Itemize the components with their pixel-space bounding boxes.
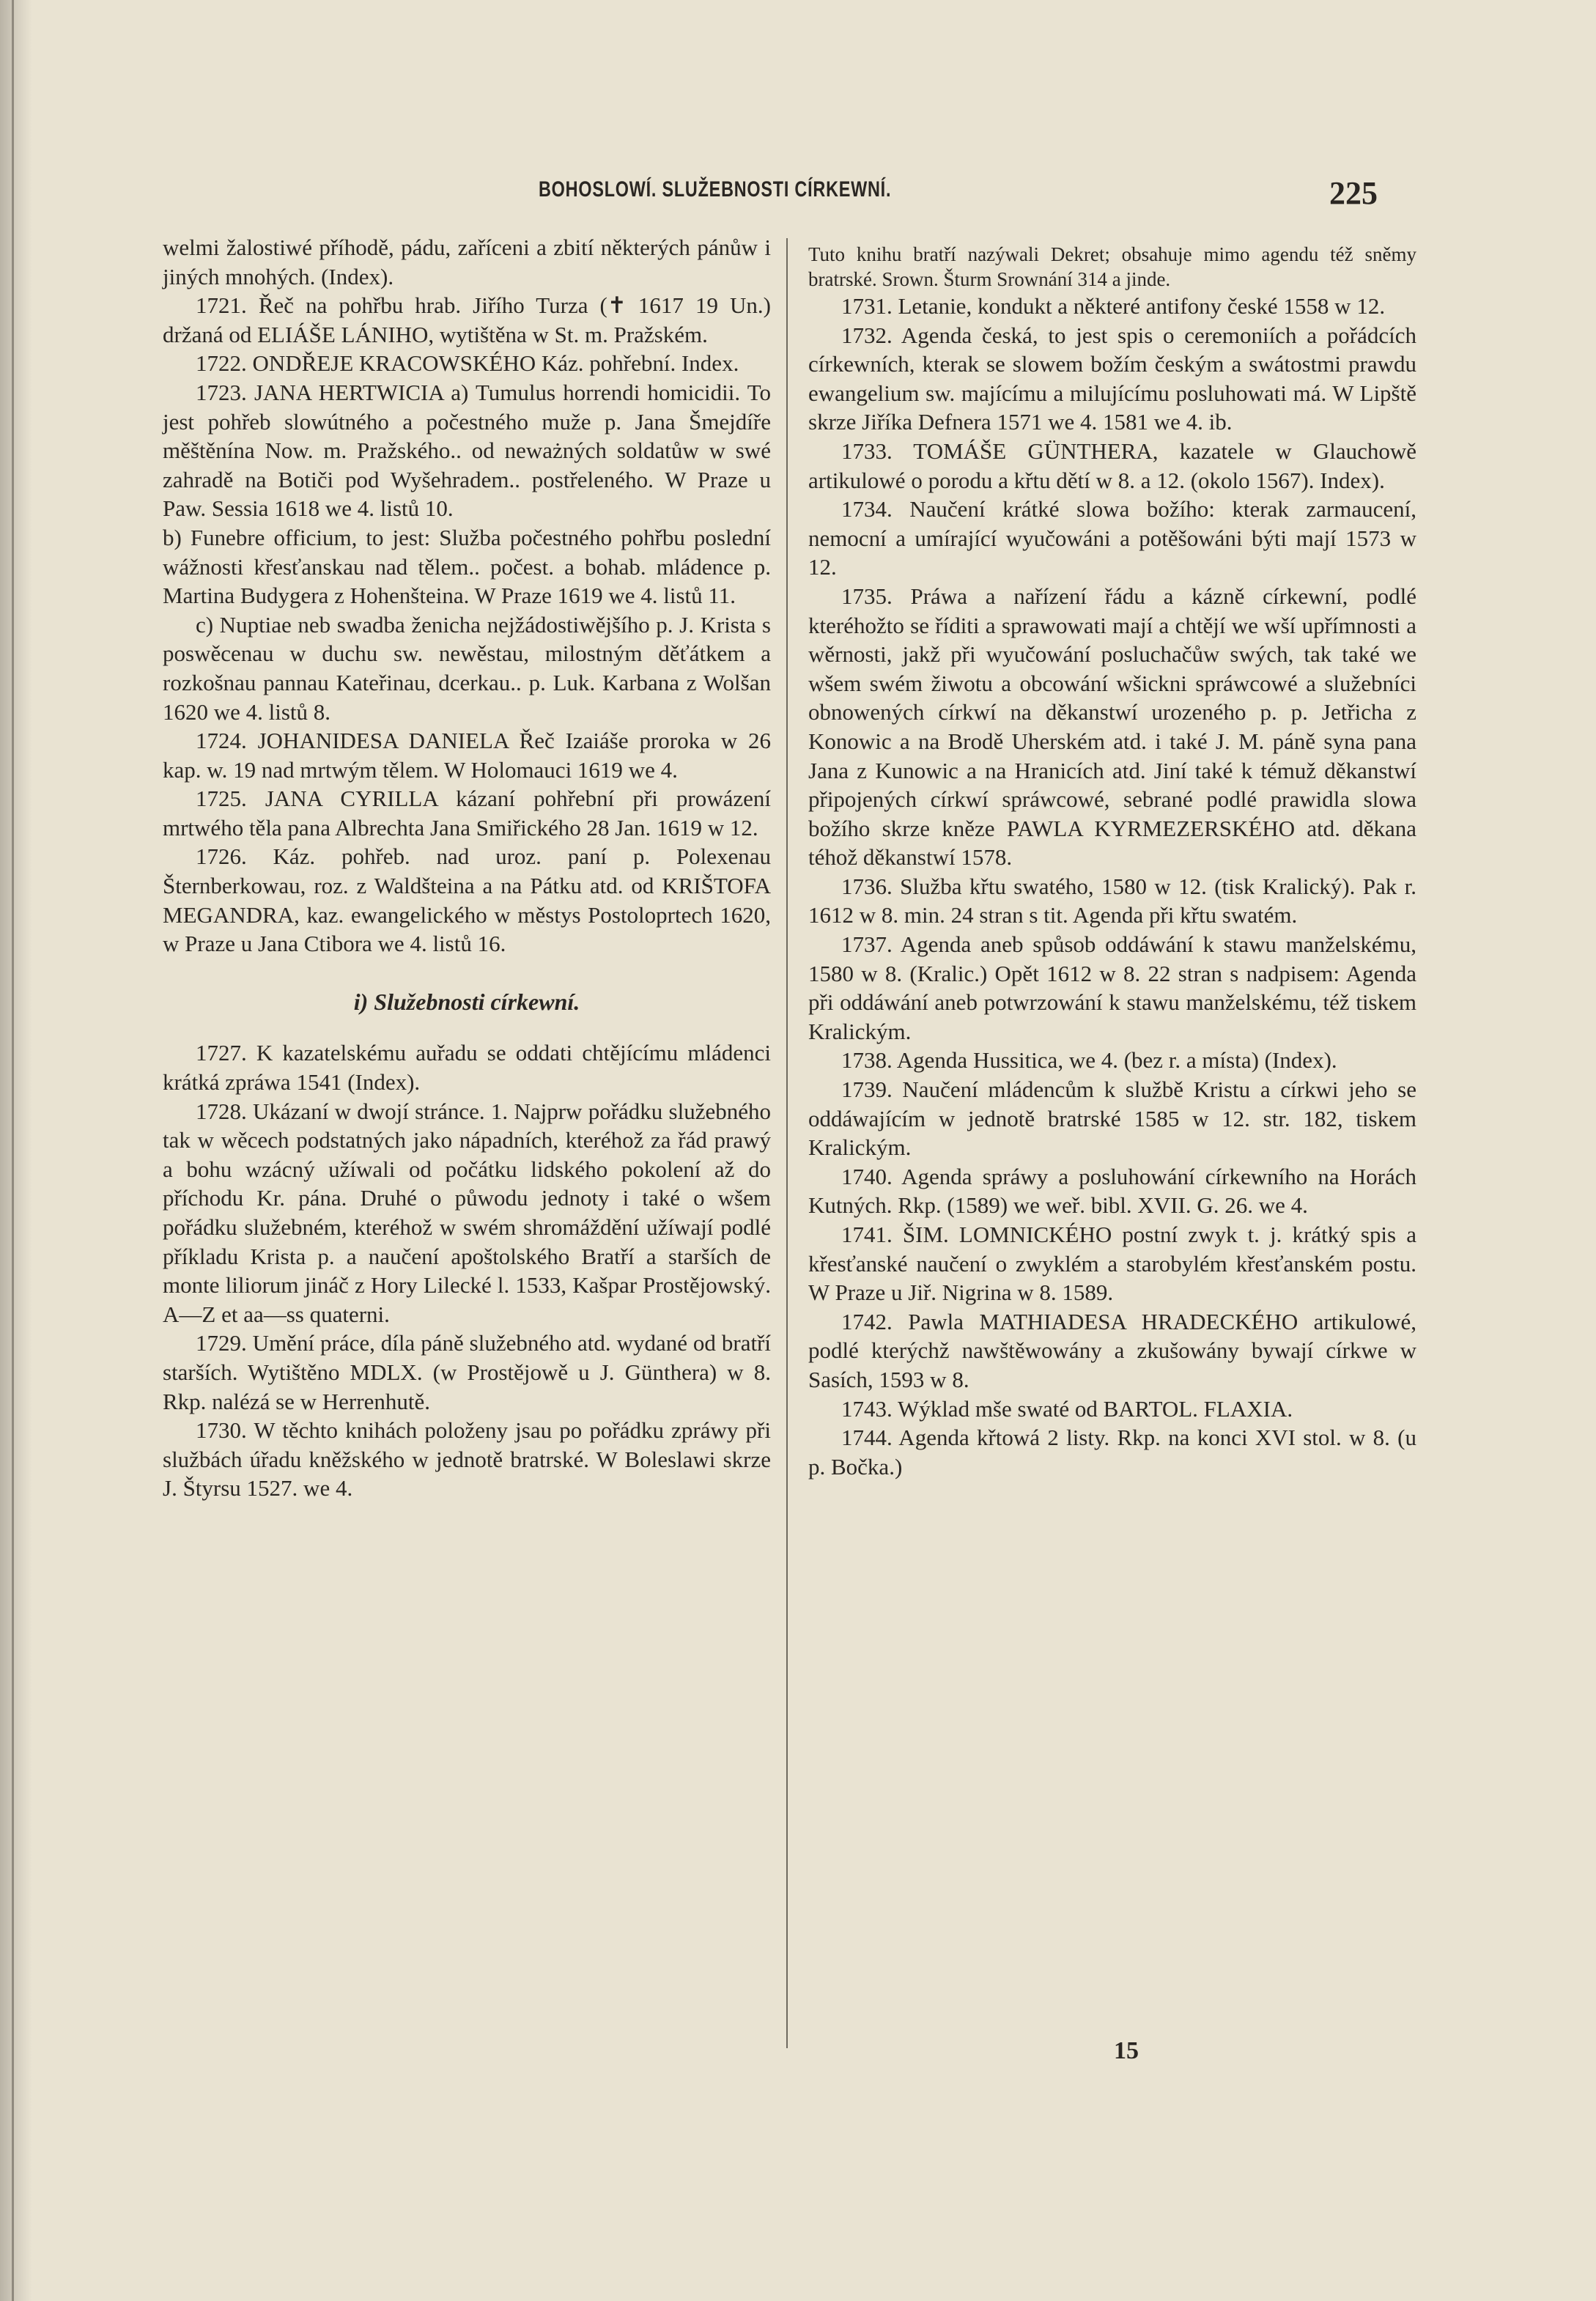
- entry-1723: 1723. JANA HERTWICIA a) Tumulus horrendi homicidii. To jest pohřeb slowútného a počestného muže p. Jana Šmejdíře měštěnína Now. m. Pražského.. od neważných soldatůw w swé zahradě na Botiči pod Wyšehradem.. postřeleného. W Praze u Paw. Sessia 1618 we 4. listů 10.: [163, 379, 771, 522]
- entry-1743: 1743. Wýklad mše swaté od BARTOL. FLAXIA.: [841, 1395, 1293, 1422]
- entry-1724: 1724. JOHANIDESA DANIELA Řeč Izaiáše proroka w 26 kap. w. 19 nad mrtwým tělem. W Holomauci 1619 we 4.: [163, 728, 771, 783]
- right-column: [808, 242, 1416, 1481]
- section-heading: i) Služebnosti církewní.: [353, 988, 580, 1015]
- entry-1733: 1733. TOMÁŠE GÜNTHERA, kazatele w Glauchowě artikulowé o porodu a křtu dětí w 8. a 12. (okolo 1567). Index).: [808, 437, 1416, 493]
- entry-1732: 1732. Agenda česká, to jest spis o ceremoniích a pořádcích církewních, kterak se slowem božím českým a swátostmi prawdu ewangelium sw. majícímu a milujícímu posluhowati má. W Lipště skrze Jiříka Defnera 1571 we 4. 1581 we 4. ib.: [808, 322, 1416, 435]
- entry-1741: 1741. ŠIM. LOMNICKÉHO postní zwyk t. j. krátký spis a křesťanské naučení o zwyklém a starobylém křesťanském postu. W Praze u Jiř. Nigrina w 8. 1589.: [808, 1222, 1416, 1306]
- entry-1731: 1731. Letanie, kondukt a některé antifony české 1558 w 12.: [841, 293, 1386, 319]
- entry-1727: 1727. K kazatelskému auřadu se oddati chtějícímu mládenci krátká zpráwa 1541 (Index).: [163, 1040, 771, 1096]
- entry-1722: 1722. ONDŘEJE KRACOWSKÉHO Káz. pohřební. Index.: [196, 350, 739, 377]
- entry-1737: 1737. Agenda aneb spůsob oddáwání k stawu manželskému, 1580 w 8. (Kralic.) Opět 1612 w 8. 22 stran s nadpisem: Agenda při oddáwání aneb potwrzowání k stawu manželskému, též tiskem Kralickým.: [808, 931, 1416, 1044]
- entry-1729: 1729. Umění práce, díla páně služebného atd. wydané od bratří starších. Wytištěno MDLX. (w Prostějowě u J. Günthera) w 8. Rkp. nalézá se w Herrenhutě.: [163, 1330, 771, 1414]
- entry-1725: 1725. JANA CYRILLA kázaní pohřební při prowázení mrtwého těla pana Albrechta Jana Smiřického 28 Jan. 1619 w 12.: [163, 786, 771, 841]
- entry-1730: 1730. W těchto knihách položeny jsau po pořádku zpráwy při službách úřadu kněžského w jednotě bratrské. W Boleslawi skrze J. Štyrsu 1527. we 4.: [163, 1417, 771, 1502]
- entry-1739: 1739. Naučení mládencům k službě Kristu a církwi jeho se oddáwajícím w jednotě bratrské 1585 w 12. str. 182, tiskem Kralickým.: [808, 1076, 1416, 1161]
- entry-1740: 1740. Agenda spráwy a posluhowání církewního na Horách Kutných. Rkp. (1589) we weř. bibl. XVII. G. 26. we 4.: [808, 1163, 1416, 1219]
- entry-1734: 1734. Naučení krátké slowa božího: kterak zarmaucení, nemocní a umírající wyučowáni a potěšowáni býti mají 1573 w 12.: [808, 496, 1416, 580]
- page-number: 225: [1329, 175, 1378, 211]
- entry-1723-c: c) Nuptiae neb swadba ženicha nejžádostiwějšího p. J. Krista s poswěcenau w duchu sw. newěstau, milostným děťátkem a rozkošnau pannau Kateřinau, dcerkau.. p. Luk. Karbana z Wolšan 1620 we 4. listů 8.: [163, 611, 771, 725]
- signature-mark: 15: [1114, 2037, 1139, 2064]
- binding-line: [12, 0, 14, 2301]
- entry-continuation-right: Tuto knihu bratří nazýwali Dekret; obsahuje mimo agendu též sněmy bratrské. Srown. Šturm Srownání 314 a jinde.: [808, 243, 1416, 290]
- entry-1744: 1744. Agenda křtowá 2 listy. Rkp. na konci XVI stol. w 8. (u p. Bočka.): [808, 1425, 1416, 1480]
- entry-1728: 1728. Ukázaní w dwojí stránce. 1. Najprw pořádku služebného tak w wěcech podstatných jako nápadních, kteréhož za řád prawý a bohu wzácný užíwali od počátku lidského pokolení až do příchodu Kr. pána. Druhé o půwodu jednoty i také o wšem pořádku služebném, kteréhož w swém shromáždění užíwají podlé příkladu Krista p. a naučení apoštolského Bratří a starších de monte liliorum jináč z Hory Lilecké l. 1533, Kašpar Prostějowský. A—Z et aa—ss quaterni.: [163, 1098, 771, 1327]
- entry-1738: 1738. Agenda Hussitica, we 4. (bez r. a místa) (Index).: [841, 1047, 1337, 1074]
- entry-1742: 1742. Pawla MATHIADESA HRADECKÉHO artikulowé, podlé kterýchž nawštěwowány a zkušowány bywají církwe w Sasích, 1593 w 8.: [808, 1308, 1416, 1392]
- running-title: BOHOSLOWÍ. SLUŽEBNOSTI CÍRKEWNÍ.: [539, 177, 892, 202]
- entry-1721: 1721. Řeč na pohřbu hrab. Jiřího Turza (✝ 1617 19 Un.) držaná od ELIÁŠE LÁNIHO, wytištěna w St. m. Pražském.: [163, 292, 771, 347]
- entry-1736: 1736. Služba křtu swatého, 1580 w 12. (tisk Kralický). Pak r. 1612 w 8. min. 24 stran s tit. Agenda při křtu swatém.: [808, 873, 1416, 928]
- entry-1726: 1726. Káz. pohřeb. nad uroz. paní p. Polexenau Šternberkowau, roz. z Waldšteina a na Pátku atd. od KRIŠTOFA MEGANDRA, kaz. ewangelického w městys Postoloprtech 1620, w Praze u Jana Ctibora we 4. listů 16.: [163, 843, 771, 957]
- left-column: [163, 233, 771, 1503]
- entry-continuation: welmi žalostiwé příhodě, pádu, zaříceni a zbití některých pánůw i jiných mnohých. (Index).: [163, 234, 771, 289]
- entry-1723-b: b) Funebre officium, to jest: Služba počestného pohřbu poslední wážnosti křesťanskau nad tělem.. počest. a bohab. mládence p. Martina Budygera z Hohenšteina. W Praze 1619 we 4. listů 11.: [163, 524, 771, 609]
- column-divider: [786, 238, 788, 2048]
- entry-1735: 1735. Práwa a nařízení řádu a kázně církewní, podlé kteréhožto se říditi a sprawowati mají a chtějí we wší upřímnosti a wěrnosti, jakž při wyučowání posluchačůw swých, tak také we wšem swém žiwotu a obcowání wšickni spráwcowé a služebníci obnowených církwí na děkanstwí urozeného p. p. Jetřicha z Konowic a na Brodě Uherském atd. i také J. M. páně syna pana Jana z Kunowic a na Hranicích atd. Jiní také k témuž děkanstwí připojených církwí spráwcowé, sebrané podlé prawidla slowa božího skrze kněze PAWLA KYRMEZERSKÉHO atd. děkana téhož děkanstwí 1578.: [808, 583, 1416, 871]
- page-gutter: [0, 0, 32, 2301]
- page-header: [176, 174, 1378, 218]
